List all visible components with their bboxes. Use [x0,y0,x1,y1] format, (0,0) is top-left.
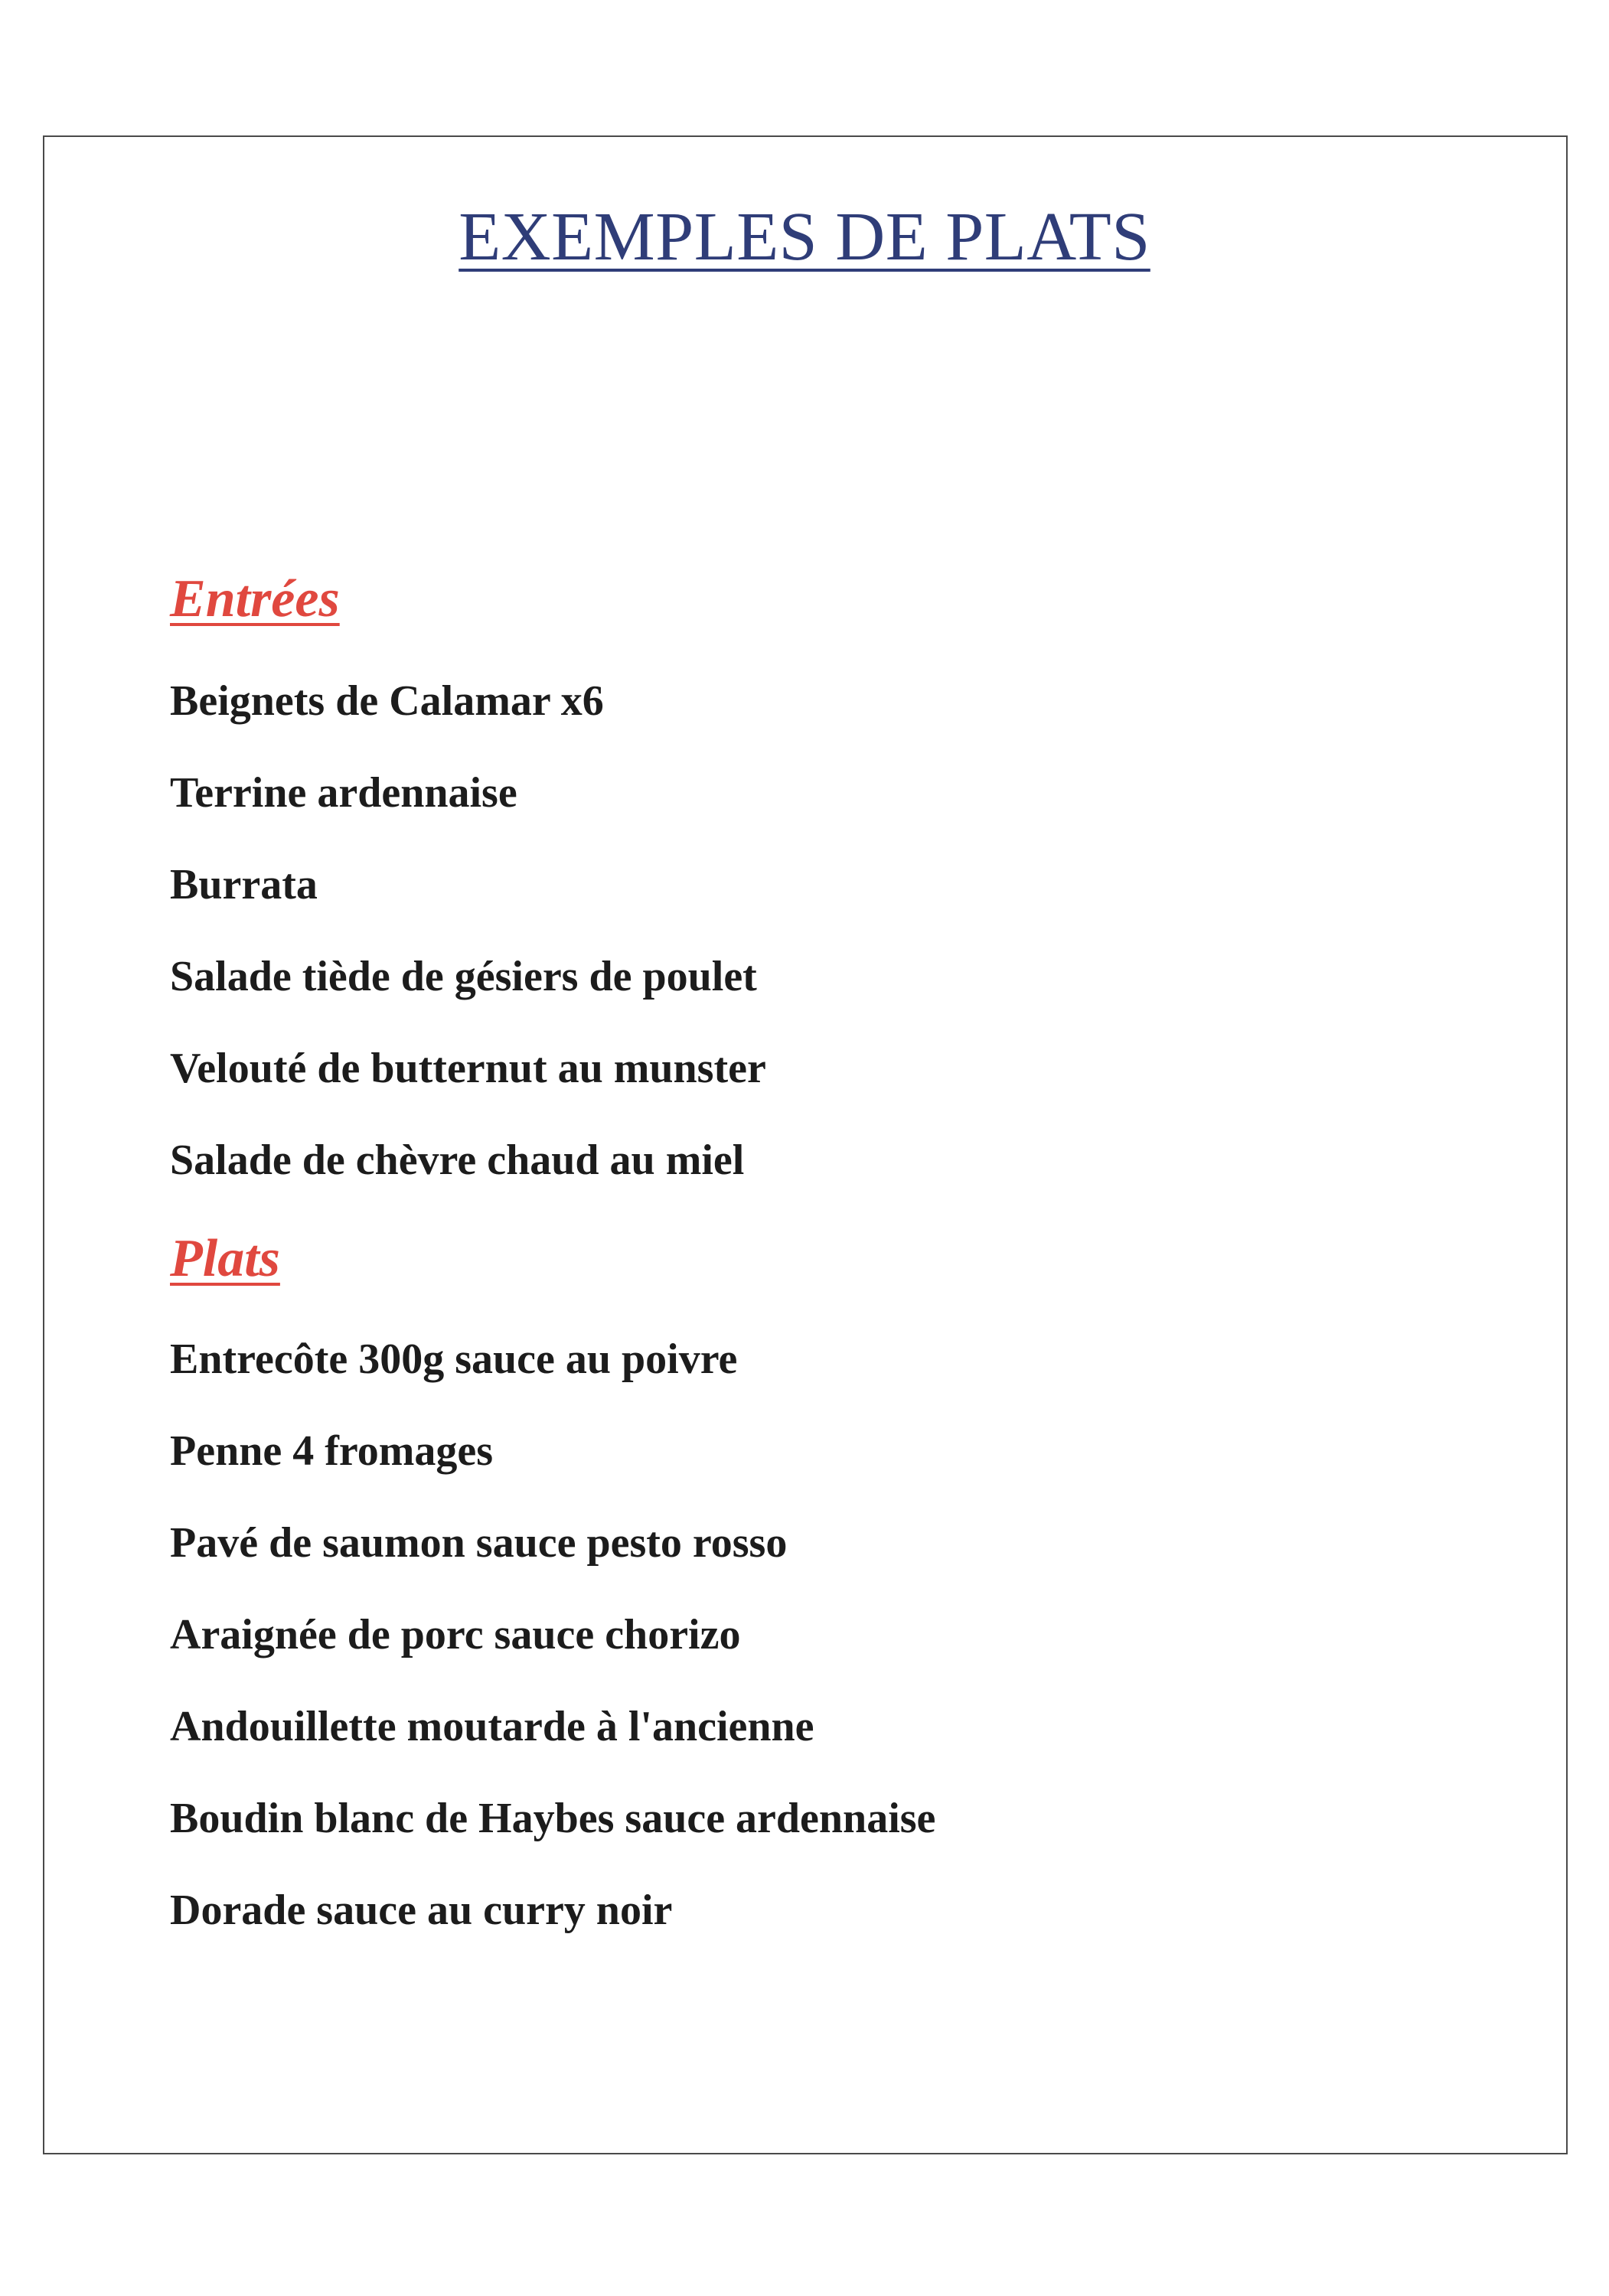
dish-item: Terrine ardennaise [170,769,517,817]
dish-item: Pavé de saumon sauce pesto rosso [170,1519,788,1567]
dish-item: Araignée de porc sauce chorizo [170,1611,741,1658]
dish-item: Boudin blanc de Haybes sauce ardennaise [170,1795,936,1842]
section-heading-plats: Plats [170,1229,280,1288]
dish-item: Burrata [170,861,318,908]
dish-list-plats [170,1313,935,1956]
dish-item: Velouté de butternut au munster [170,1045,766,1092]
dish-item: Penne 4 fromages [170,1427,493,1475]
dish-item: Beignets de Calamar x6 [170,677,604,725]
section-heading-entrees: Entrées [170,569,340,628]
dish-item: Salade tiède de gésiers de poulet [170,953,757,1000]
page-title: EXEMPLES DE PLATS [459,199,1150,275]
dish-item: Entrecôte 300g sauce au poivre [170,1336,738,1383]
dish-item: Andouillette moutarde à l'ancienne [170,1703,814,1750]
dish-list-entrees [170,655,766,1206]
dish-item: Salade de chèvre chaud au miel [170,1137,745,1184]
dish-item: Dorade sauce au curry noir [170,1887,673,1934]
